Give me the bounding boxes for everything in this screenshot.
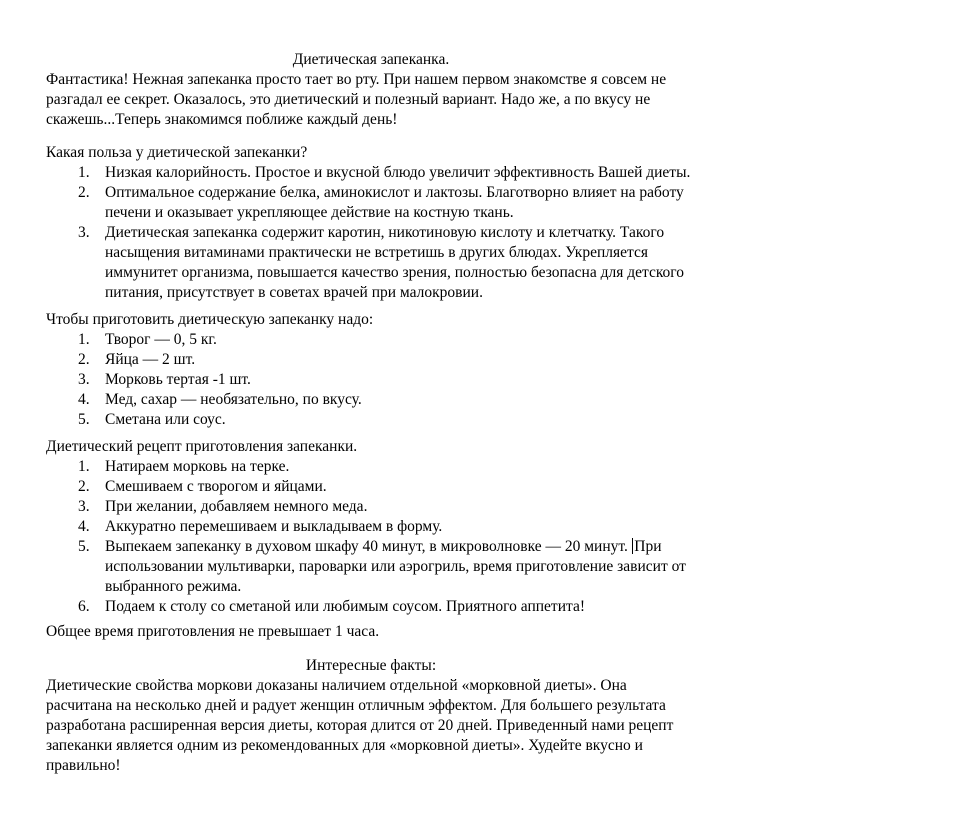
ingredients-heading[interactable]: Чтобы приготовить диетическую запеканку надо: bbox=[46, 311, 374, 328]
text-after-caret: При использовании мультиварки, пароварки или аэрогриль, время приготовление зависит от выбранного режима. bbox=[105, 538, 686, 595]
list-item-text[interactable] bbox=[105, 538, 686, 595]
list-item[interactable] bbox=[46, 350, 696, 370]
list-item[interactable] bbox=[46, 223, 696, 303]
list-item-number: 3. bbox=[78, 224, 90, 241]
document-text-area[interactable] bbox=[46, 50, 696, 776]
list-item[interactable] bbox=[46, 517, 696, 537]
list-item-number: 3. bbox=[78, 371, 90, 388]
list-item[interactable] bbox=[46, 330, 696, 350]
list-item-text[interactable]: Мед, сахар — необязательно, по вкусу. bbox=[105, 391, 362, 408]
ingredients-list[interactable] bbox=[46, 330, 696, 430]
benefits-list[interactable] bbox=[46, 163, 696, 303]
recipe-heading[interactable]: Диетический рецепт приготовления запеканки. bbox=[46, 438, 358, 455]
list-item-number: 5. bbox=[78, 538, 90, 555]
list-item-number: 6. bbox=[78, 598, 90, 615]
list-item[interactable] bbox=[46, 477, 696, 497]
list-item-number: 1. bbox=[78, 331, 90, 348]
list-item[interactable] bbox=[46, 370, 696, 390]
list-item-text[interactable]: Яйца — 2 шт. bbox=[105, 351, 196, 368]
recipe-list[interactable] bbox=[46, 457, 696, 617]
list-item-number: 2. bbox=[78, 351, 90, 368]
list-item-text[interactable]: Смешиваем с творогом и яйцами. bbox=[105, 478, 327, 495]
list-item-text[interactable]: Морковь тертая -1 шт. bbox=[105, 371, 251, 388]
list-item[interactable] bbox=[46, 537, 696, 597]
list-item-text[interactable]: Диетическая запеканка содержит каротин, никотиновую кислоту и клетчатку. Такого насыщения витаминами практически не встретишь в других блюдах. Укрепляется иммунитет организма, повышается качество зрения, полностью безопасна для детского питания, присутствует в советах врачей при малокровии. bbox=[105, 224, 685, 301]
facts-heading[interactable]: Интересные факты: bbox=[305, 657, 437, 674]
intro-paragraph[interactable]: Фантастика! Нежная запеканка просто тает во рту. При нашем первом знакомстве я совсем не разгадал ее секрет. Оказалось, это диетический и полезный вариант. Надо же, а по вкусу не скажешь...Теперь знакомимся поближе каждый день! bbox=[46, 71, 667, 128]
list-item-number: 1. bbox=[78, 164, 90, 181]
list-item[interactable] bbox=[46, 597, 696, 617]
blank-line bbox=[46, 303, 696, 310]
document-title[interactable]: Диетическая запеканка. bbox=[292, 51, 450, 68]
list-item-text[interactable]: Низкая калорийность. Простое и вкусной блюдо увеличит эффективность Вашей диеты. bbox=[105, 164, 691, 181]
text-before-caret: Выпекаем запеканку в духовом шкафу 40 минут, в микроволновке — 20 минут. bbox=[105, 538, 632, 555]
list-item-text[interactable]: Сметана или соус. bbox=[105, 411, 226, 428]
list-item-number: 1. bbox=[78, 458, 90, 475]
list-item-text[interactable]: При желании, добавляем немного меда. bbox=[105, 498, 368, 515]
list-item-number: 2. bbox=[78, 184, 90, 201]
total-time-paragraph[interactable]: Общее время приготовления не превышает 1 часа. bbox=[46, 623, 380, 640]
blank-line bbox=[46, 130, 696, 143]
list-item[interactable] bbox=[46, 390, 696, 410]
list-item[interactable] bbox=[46, 410, 696, 430]
list-item-text[interactable]: Подаем к столу со сметаной или любимым соусом. Приятного аппетита! bbox=[105, 598, 586, 615]
list-item-text[interactable]: Творог — 0, 5 кг. bbox=[105, 331, 217, 348]
list-item-number: 5. bbox=[78, 411, 90, 428]
list-item[interactable] bbox=[46, 457, 696, 477]
benefits-heading[interactable]: Какая польза у диетической запеканки? bbox=[46, 144, 308, 161]
list-item-text[interactable]: Оптимальное содержание белка, аминокислот и лактозы. Благотворно влияет на работу печени и оказывает укрепляющее действие на костную ткань. bbox=[105, 184, 684, 221]
list-item-number: 4. bbox=[78, 391, 90, 408]
list-item-number: 2. bbox=[78, 478, 90, 495]
list-item-number: 3. bbox=[78, 498, 90, 515]
list-item[interactable] bbox=[46, 183, 696, 223]
list-item[interactable] bbox=[46, 497, 696, 517]
blank-line bbox=[46, 642, 696, 656]
list-item-text[interactable]: Аккуратно перемешиваем и выкладываем в форму. bbox=[105, 518, 443, 535]
blank-line bbox=[46, 430, 696, 437]
list-item-text[interactable]: Натираем морковь на терке. bbox=[105, 458, 290, 475]
list-item[interactable] bbox=[46, 163, 696, 183]
facts-paragraph[interactable]: Диетические свойства моркови доказаны наличием отдельной «морковной диеты». Она расчитана на несколько дней и радует женщин отличным эффектом. Для большего результата разработана расширенная версия диеты, которая длится от 20 дней. Приведенный нами рецепт запеканки является одним из рекомендованных для «морковной диеты». Худейте вкусно и правильно! bbox=[46, 677, 674, 774]
list-item-number: 4. bbox=[78, 518, 90, 535]
